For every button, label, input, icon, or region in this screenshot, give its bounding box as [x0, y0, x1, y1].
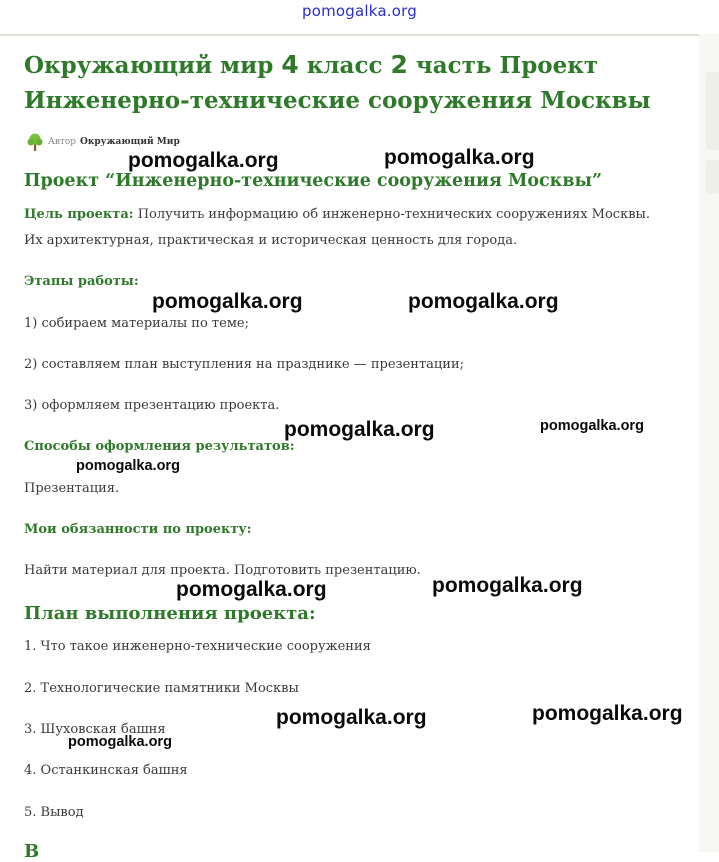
- page-title: Окружающий мир 4 класс 2 часть Проект Инженерно-технические сооружения Москвы: [24, 50, 651, 114]
- watermark: pomogalka.org: [408, 290, 559, 313]
- list-item: 2) составляем план выступления на празднике — презентации;: [24, 357, 464, 372]
- stages-label: Этапы работы:: [24, 274, 139, 289]
- watermark: pomogalka.org: [276, 706, 427, 729]
- watermark: pomogalka.org: [284, 418, 435, 441]
- sidebar-edge: [699, 34, 719, 852]
- watermark: pomogalka.org: [152, 290, 303, 313]
- list-item: 5. Вывод: [24, 805, 84, 820]
- plan-heading: План выполнения проекта:: [24, 603, 316, 624]
- watermark: pomogalka.org: [176, 578, 327, 601]
- project-goal-continued: Их архитектурная, практическая и историческая ценность для города.: [24, 233, 518, 248]
- list-item: 4. Останкинская башня: [24, 763, 188, 778]
- project-heading: Проект “Инженерно-технические сооружения Москвы”: [24, 171, 603, 191]
- author-label: Автор: [48, 137, 77, 147]
- sidebar-card: [706, 160, 719, 194]
- formats-label: Способы оформления результатов:: [24, 439, 295, 454]
- sidebar-card: [706, 72, 719, 150]
- author-name-link[interactable]: Окружающий Мир: [80, 137, 180, 147]
- site-watermark-logo[interactable]: pomogalka.org: [302, 2, 417, 20]
- watermark: pomogalka.org: [76, 458, 180, 474]
- watermark: pomogalka.org: [384, 146, 535, 169]
- list-item: 1) собираем материалы по теме;: [24, 316, 249, 331]
- watermark: pomogalka.org: [532, 702, 683, 725]
- list-item: 1. Что такое инженерно-технические сооружения: [24, 639, 371, 654]
- duties-text: Найти материал для проекта. Подготовить презентацию.: [24, 563, 421, 578]
- watermark: pomogalka.org: [128, 149, 279, 172]
- list-item: 2. Технологические памятники Москвы: [24, 681, 299, 696]
- watermark: pomogalka.org: [68, 734, 172, 750]
- duties-label: Мои обязанности по проекту:: [24, 522, 252, 537]
- watermark: pomogalka.org: [432, 574, 583, 597]
- formats-text: Презентация.: [24, 481, 120, 496]
- project-goal: Цель проекта: Получить информацию об инженерно-технических сооружениях Москвы.: [24, 207, 651, 222]
- tree-icon: [25, 132, 45, 152]
- list-item: 3) оформляем презентацию проекта.: [24, 398, 280, 413]
- next-section-heading: В: [24, 841, 40, 862]
- list-item: 3. Шуховская башня: [24, 722, 166, 737]
- watermark: pomogalka.org: [540, 418, 644, 434]
- goal-label: Цель проекта:: [24, 207, 134, 222]
- site-header-bar: [0, 0, 719, 36]
